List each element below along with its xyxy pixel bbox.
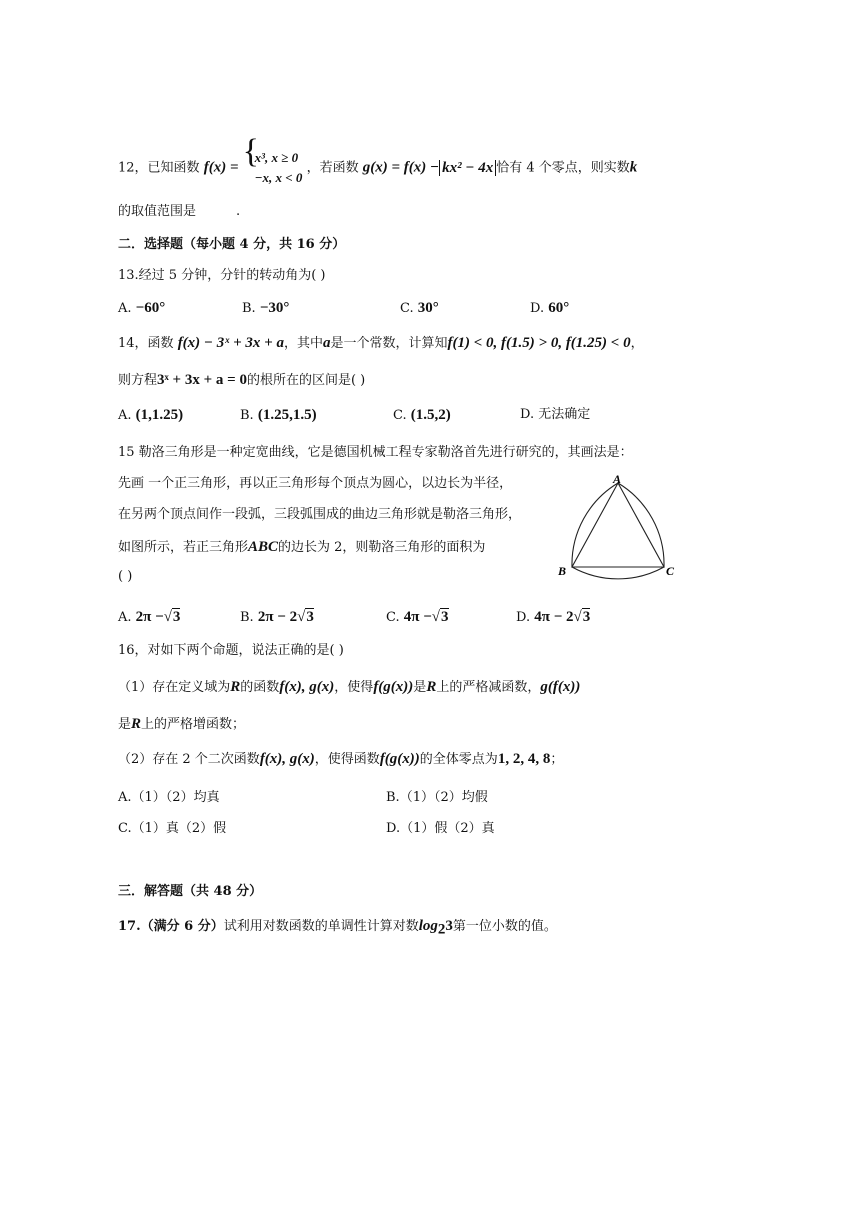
q15-line3: 在另两个顶点间作一段弧，三段弧围成的曲边三角形就是勒洛三角形，: [118, 507, 522, 522]
q12-line1: 12，已知函数 f(x) = { x³, x ≥ 0 −x, x < 0 ，若函数 g(x) = f(x) − kx² − 4x 恰有 4 个零点，则实数k: [118, 148, 637, 188]
section2-title: 二．选择题（每小题 4 分，共 16 分）: [118, 237, 346, 252]
q13-option-a[interactable]: A. −60°: [118, 300, 166, 316]
equilateral-triangle: [572, 483, 664, 567]
label-c: C: [666, 564, 675, 578]
q15-option-b[interactable]: B. 2π − 2√3: [240, 609, 314, 625]
q15-line2: 先画 一个正三角形，再以正三角形每个顶点为圆心，以边长为半径，: [118, 476, 513, 491]
q13-option-b[interactable]: B. −30°: [242, 300, 290, 316]
q14-line1: 14，函数 f(x) − 3ˣ + 3x + a，其中a是一个常数，计算知f(1) < 0, f(1.5) > 0, f(1.25) < 0，: [118, 335, 644, 351]
q14-option-b[interactable]: B. (1.25,1.5): [240, 407, 317, 423]
q16-proposition-1: （1）存在定义域为R的函数f(x), g(x)，使得f(g(x))是R上的严格减函数，g(f(x)): [118, 679, 581, 695]
q14-line2: 则方程3ˣ + 3x + a = 0的根所在的区间是( ): [118, 372, 366, 388]
q15-line5: ( ): [118, 569, 133, 584]
q16-option-d[interactable]: D.（1）假（2）真: [386, 821, 495, 836]
q16-stem: 16，对如下两个命题，说法正确的是( ): [118, 643, 344, 658]
q15-option-d[interactable]: D. 4π − 2√3: [516, 609, 591, 625]
q15-option-c[interactable]: C. 4π −√3: [386, 609, 449, 625]
q15-line4: 如图所示，若正三角形ABC的边长为 2，则勒洛三角形的面积为: [118, 539, 486, 555]
q15-option-a[interactable]: A. 2π −√3: [118, 609, 181, 625]
q16-proposition-2: （2）存在 2 个二次函数f(x), g(x)，使得函数f(g(x))的全体零点为1, 2, 4, 8；: [118, 751, 564, 767]
q15-line1: 15 勒洛三角形是一种定宽曲线，它是德国机械工程专家勒洛首先进行研究的，其画法是：: [118, 445, 633, 460]
q16-option-b[interactable]: B.（1）（2）均假: [386, 790, 488, 805]
section3-title: 三．解答题（共 48 分）: [118, 884, 263, 899]
q13-stem: 13.经过 5 分钟，分针的转动角为( ): [118, 268, 326, 283]
q12-line2: 的取值范围是 .: [118, 204, 241, 219]
q12-abs-expr: kx² − 4x: [439, 160, 496, 176]
q17: 17.（满分 6 分）试利用对数函数的单调性计算对数$\log_23$第一位小数的值。: [118, 918, 557, 938]
q12-piecewise: { x³, x ≥ 0 −x, x < 0: [245, 148, 303, 188]
reuleaux-triangle-figure: [556, 475, 680, 585]
label-b: B: [558, 564, 567, 578]
q16-option-c[interactable]: C.（1）真（2）假: [118, 821, 227, 836]
q16-proposition-1-cont: 是R上的严格增函数；: [118, 716, 246, 732]
label-a: A: [613, 475, 622, 486]
q16-option-a[interactable]: A.（1）（2）均真: [118, 790, 220, 805]
reuleaux-arcs: [572, 483, 664, 579]
q12-fx: f(x) =: [203, 159, 239, 176]
q14-option-c[interactable]: C. (1.5,2): [393, 407, 451, 423]
q14-option-d[interactable]: D. 无法确定: [520, 407, 591, 422]
q14-option-a[interactable]: A. (1,1.25): [118, 407, 184, 423]
q13-option-c[interactable]: C. 30°: [400, 300, 439, 316]
q13-option-d[interactable]: D. 60°: [530, 300, 570, 316]
q12-gx: g(x) = f(x) −: [362, 159, 440, 176]
